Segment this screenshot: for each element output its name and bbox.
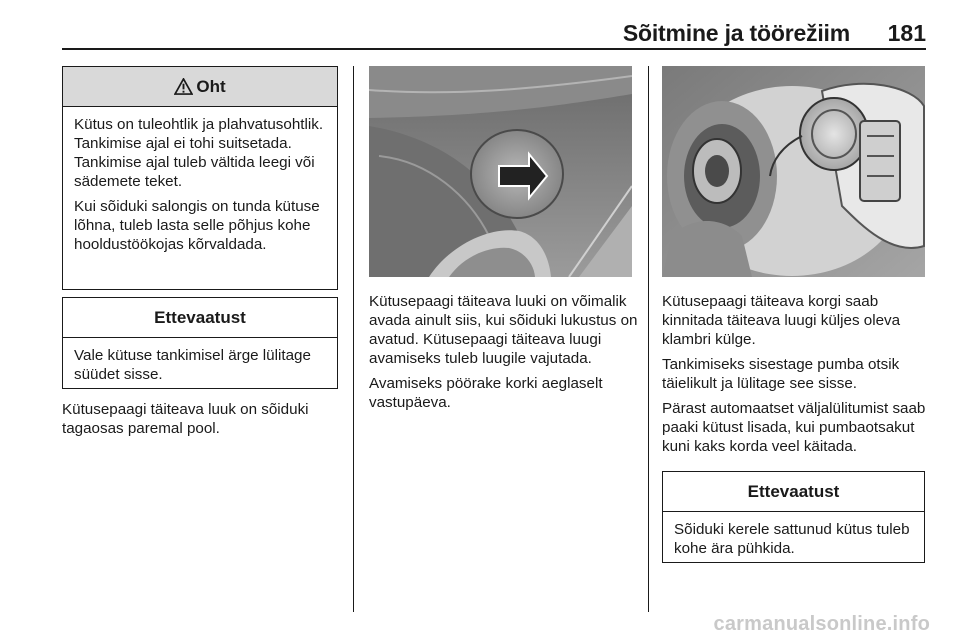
watermark: carmanualsonline.info	[713, 613, 930, 635]
column-divider-1	[353, 66, 354, 612]
col2-paragraph-2: Avamiseks pöörake korki aeglaselt vastupäeva.	[369, 375, 603, 411]
fuel-door-arrow-icon	[369, 66, 632, 277]
col1-body-text	[62, 400, 346, 444]
caution-box-1-heading: Ettevaatust	[154, 307, 246, 327]
header-rule	[62, 48, 926, 50]
danger-box-header	[63, 67, 337, 107]
danger-box	[62, 66, 338, 290]
page-number: 181	[887, 20, 926, 46]
danger-paragraph-1: Kütus on tuleohtlik ja plahvatusohtlik. Tankimise ajal ei tohi suitsetada. Tankimise ajal tuleb vältida leegi või sädemete teket.	[74, 116, 324, 190]
danger-paragraph-2: Kui sõiduki salongis on tunda kütuse lõhna, tuleb lasta selle põhjus kohe hooldustöökojas kõrvaldada.	[74, 198, 320, 253]
danger-box-heading: Oht	[196, 76, 226, 96]
warning-triangle-icon	[174, 78, 193, 95]
caution-box-2-text: Sõiduki kerele sattunud kütus tuleb kohe ära pühkida.	[674, 521, 910, 557]
caution-box-1-body	[63, 338, 337, 392]
col2-body-text	[369, 292, 639, 418]
column-divider-2	[648, 66, 649, 612]
col3-paragraph-2: Tankimiseks sisestage pumba otsik täielikult ja lülitage see sisse.	[662, 356, 900, 392]
fuel-cap-bracket-icon	[662, 66, 925, 277]
fuel-door-illustration	[369, 66, 632, 277]
caution-box-2	[662, 471, 925, 563]
col3-paragraph-1: Kütusepaagi täiteava korgi saab kinnitada täiteava luugi küljes oleva klambri külge.	[662, 293, 901, 348]
caution-box-1-text: Vale kütuse tankimisel ärge lülitage süüdet sisse.	[74, 347, 311, 383]
col3-body-text	[662, 292, 932, 462]
caution-box-2-body	[663, 512, 924, 566]
caution-box-2-header	[663, 472, 924, 512]
danger-box-body	[63, 107, 337, 262]
caution-box-1-header	[63, 298, 337, 338]
fuel-cap-illustration	[662, 66, 925, 277]
page-header-title: Sõitmine ja töörežiim	[622, 20, 850, 46]
caution-box-2-heading: Ettevaatust	[747, 481, 840, 501]
col2-paragraph-1: Kütusepaagi täiteava luuki on võimalik avada ainult siis, kui sõiduki lukustus on avatud. Kütusepaagi täiteava luugi avamiseks tuleb luugile vajutada.	[369, 293, 638, 367]
col1-paragraph: Kütusepaagi täiteava luuk on sõiduki tagaosas paremal pool.	[62, 401, 309, 437]
col3-paragraph-3: Pärast automaatset väljalülitumist saab paaki kütust lisada, kui pumbaotsakut kuni kaks korda veel käitada.	[662, 400, 926, 455]
caution-box-1	[62, 297, 338, 389]
